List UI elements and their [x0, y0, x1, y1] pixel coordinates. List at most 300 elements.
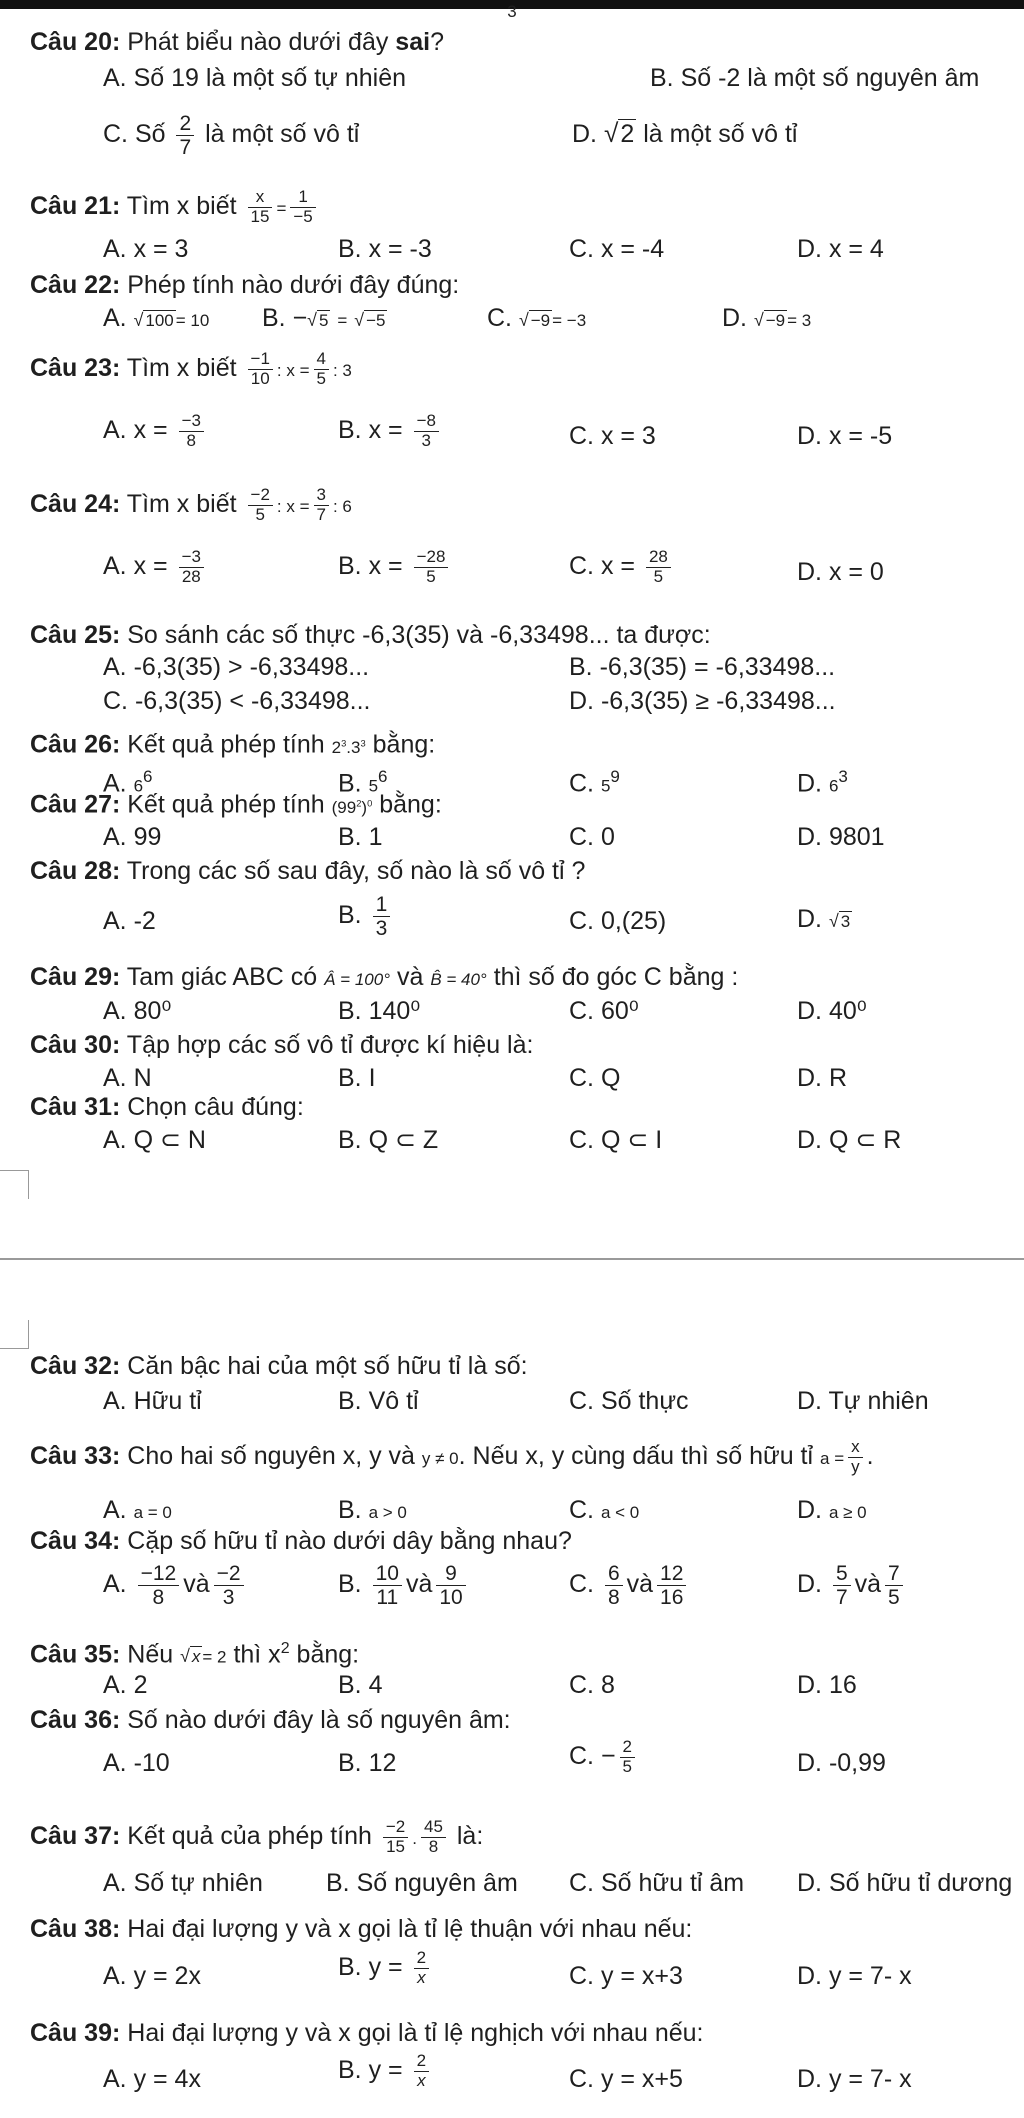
numerator: −3	[179, 548, 204, 568]
question-text: Hai đại lượng y và x gọi là tỉ lệ nghịch với nhau nếu:	[120, 2019, 704, 2047]
option-label: B. x =	[338, 551, 403, 580]
option-d: D. Q ⊂ R	[797, 1126, 902, 1154]
equals-sign: =	[337, 311, 348, 330]
question-end: bằng:	[296, 1640, 360, 1669]
option-a: A. Số 19 là một số tự nhiên	[103, 64, 407, 92]
option-b: B. Số nguyên âm	[326, 1869, 518, 1897]
numerator: −28	[414, 548, 449, 568]
option-d: D. 9801	[797, 823, 885, 851]
denominator: 5	[622, 1756, 633, 1776]
option-a	[103, 1562, 248, 1609]
question-text: Phát biểu nào dưới đây	[120, 28, 396, 56]
option-c	[569, 1495, 639, 1528]
connector: và	[405, 1570, 433, 1599]
option-d	[572, 118, 797, 149]
option-a	[103, 303, 209, 336]
question-number: Câu 27:	[30, 790, 121, 819]
fraction	[414, 2052, 429, 2090]
option-d: D. Số hữu tỉ dương	[797, 1869, 1013, 1897]
denominator: 3	[222, 1586, 235, 1610]
option-label: C.	[487, 304, 512, 332]
option-a: A. 2	[103, 1671, 148, 1699]
connector: và	[183, 1570, 210, 1599]
numerator: 9	[436, 1562, 465, 1586]
denominator: 8	[186, 430, 196, 450]
option-a	[103, 1495, 172, 1528]
radicand: −9	[765, 311, 786, 330]
question-end: .	[866, 1441, 874, 1470]
page-separator	[0, 1258, 1024, 1260]
denominator: 10	[250, 368, 270, 388]
question-36	[30, 1705, 511, 1735]
option-label: B. y =	[338, 2055, 403, 2084]
numerator: 45	[421, 1818, 446, 1838]
option-label: A. x =	[103, 415, 168, 444]
square-root: √ 100	[133, 310, 174, 330]
option-d: D. Tự nhiên	[797, 1387, 929, 1415]
exponent: 2	[356, 798, 362, 808]
option-a: A. -10	[103, 1749, 170, 1777]
connector: và	[854, 1570, 882, 1599]
question-34	[30, 1526, 572, 1556]
option-c: C. x = 3	[569, 422, 656, 450]
question-26	[30, 728, 435, 763]
option-d	[797, 762, 848, 801]
equation-rhs: = 2	[202, 1647, 227, 1667]
square-root: √ −9	[518, 310, 551, 330]
denominator: 28	[181, 566, 201, 586]
option-text: là một số vô tỉ	[643, 120, 798, 148]
option-label: B. x =	[338, 415, 403, 444]
option-d: D. 40⁰	[797, 997, 867, 1025]
option-c: C. 0,(25)	[569, 907, 667, 935]
question-text: . Nếu x, y cùng dấu thì số hữu tỉ	[458, 1441, 814, 1470]
question-end: thì số đo góc C bằng :	[493, 963, 739, 991]
option-text: = −3	[552, 311, 587, 330]
option-b: B. Q ⊂ Z	[338, 1126, 439, 1154]
question-31	[30, 1092, 304, 1122]
option-expression: a > 0	[368, 1503, 407, 1522]
question-number: Câu 28:	[30, 857, 121, 885]
option-expression: a = 0	[133, 1503, 172, 1522]
question-38	[30, 1914, 692, 1944]
option-c: C. Q	[569, 1064, 621, 1092]
numerator: 5	[833, 1562, 851, 1586]
option-c	[569, 548, 675, 586]
question-number: Câu 24:	[30, 489, 121, 518]
question-text: Chọn câu đúng:	[120, 1093, 304, 1121]
option-a: A. y = 4x	[103, 2065, 201, 2093]
question-text: Kết quả của phép tính	[120, 1821, 372, 1850]
question-number: Câu 39:	[30, 2019, 121, 2047]
numerator: −3	[179, 412, 204, 432]
question-text: Tìm x biết	[120, 489, 237, 518]
option-c: C. y = x+5	[569, 2065, 683, 2093]
expression	[332, 798, 373, 817]
denominator: 5	[426, 566, 436, 586]
option-text: là một số vô tỉ	[205, 120, 360, 149]
option-label: D.	[722, 304, 747, 332]
radicand: 2	[620, 120, 635, 148]
fraction	[414, 1949, 429, 1987]
page-corner-mark	[0, 1320, 29, 1349]
option-expression: a < 0	[600, 1503, 640, 1522]
option-a: A. -6,3(35) > -6,33498...	[103, 653, 370, 681]
question-number: Câu 29:	[30, 963, 121, 991]
option-a: A. Số tự nhiên	[103, 1869, 263, 1897]
option-b	[338, 548, 452, 586]
fraction	[179, 548, 204, 586]
fraction	[214, 1562, 244, 1609]
question-37	[30, 1818, 483, 1856]
question-number: Câu 33:	[30, 1441, 121, 1470]
option-b	[338, 893, 394, 940]
option-label: C. x =	[569, 551, 635, 580]
paren: )	[361, 797, 368, 817]
option-b	[338, 412, 443, 450]
exponent: 9	[610, 767, 620, 786]
numerator: 2	[414, 1949, 429, 1969]
option-label: A.	[103, 769, 127, 798]
numerator: 2	[176, 112, 194, 136]
denominator: 15	[386, 1836, 406, 1856]
base: 5	[600, 776, 611, 796]
option-c	[103, 112, 359, 159]
fraction	[414, 548, 449, 586]
base: 6	[828, 776, 839, 796]
question-text: Tìm x biết	[120, 353, 237, 382]
option-a: A. -2	[103, 907, 156, 935]
fraction	[248, 486, 273, 524]
base: (99	[331, 797, 357, 817]
base: 5	[368, 776, 379, 796]
numerator: −12	[138, 1562, 180, 1586]
question-text: Phép tính nào dưới đây đúng:	[120, 271, 460, 299]
question-32	[30, 1351, 528, 1381]
denominator: x	[417, 2070, 426, 2090]
question-text: Số nào dưới đây là số nguyên âm:	[120, 1706, 511, 1734]
option-c: C. x = -4	[569, 235, 665, 263]
question-text: Hai đại lượng y và x gọi là tỉ lệ thuận với nhau nếu:	[120, 1915, 693, 1943]
exponent: 3	[838, 767, 848, 786]
numerator: 7	[885, 1562, 903, 1586]
question-text: Kết quả phép tính	[120, 730, 325, 759]
operator: : x =	[276, 360, 310, 380]
operator: : x =	[276, 496, 310, 516]
option-c	[569, 762, 620, 801]
option-d: D. x = -5	[797, 422, 893, 450]
option-label: A.	[103, 1496, 127, 1524]
numerator: 2	[414, 2052, 429, 2072]
radicand: 100	[145, 311, 174, 330]
denominator: 5	[316, 368, 326, 388]
square-root: √ −5	[354, 310, 386, 330]
base: 2	[331, 737, 342, 757]
radicand: 5	[318, 311, 329, 330]
question-text: Trong các số sau đây, số nào là số vô tỉ ?	[120, 857, 586, 885]
question-24	[30, 486, 352, 524]
option-c: C. 0	[569, 823, 615, 851]
operator: : 6	[332, 496, 352, 516]
exponent: 2	[280, 1640, 290, 1657]
option-a: A. Q ⊂ N	[103, 1126, 206, 1154]
option-a: A. 99	[103, 823, 162, 851]
fraction	[314, 350, 329, 388]
option-b	[338, 1562, 470, 1609]
question-20	[30, 27, 444, 57]
angle-b: B̂ = 40°	[430, 970, 487, 989]
question-number: Câu 22:	[30, 271, 121, 299]
option-d: D. y = 7- x	[797, 1962, 912, 1990]
question-text: Cho hai số nguyên x, y và	[120, 1441, 415, 1470]
denominator: 7	[316, 504, 326, 524]
option-text: = 10	[175, 311, 210, 330]
fraction	[421, 1818, 446, 1856]
question-text: Tập hợp các số vô tỉ được kí hiệu là:	[120, 1031, 534, 1059]
option-c: C. 60⁰	[569, 997, 639, 1025]
denominator: 3	[375, 917, 388, 941]
denominator: 16	[660, 1586, 684, 1610]
denominator: 5	[255, 504, 265, 524]
question-number: Câu 35:	[30, 1640, 121, 1669]
option-a: A. y = 2x	[103, 1962, 201, 1990]
option-label: C. Số	[103, 120, 166, 149]
numerator: −8	[414, 412, 439, 432]
option-label: B.	[338, 901, 362, 930]
numerator: −2	[248, 486, 273, 506]
page-corner-mark	[0, 1170, 29, 1199]
numerator: 4	[314, 350, 329, 370]
numerator: 6	[605, 1562, 623, 1586]
option-c: C. 8	[569, 1671, 615, 1699]
exponent: 6	[378, 767, 388, 786]
question-text: Cặp số hữu tỉ nào dưới dây bằng nhau?	[120, 1527, 572, 1555]
option-c: C. Số thực	[569, 1387, 689, 1415]
fraction	[290, 188, 315, 226]
option-a	[103, 548, 208, 586]
option-c: C. Q ⊂ I	[569, 1126, 663, 1154]
question-text: So sánh các số thực -6,3(35) và -6,33498... ta được:	[120, 621, 711, 649]
option-c: C. -6,3(35) < -6,33498...	[103, 687, 371, 715]
denominator: x	[417, 1967, 426, 1987]
question-text: Tam giác ABC có	[120, 963, 318, 991]
radicand: 3	[840, 912, 851, 931]
exponent: 3	[360, 738, 366, 748]
question-number: Câu 34:	[30, 1527, 121, 1555]
question-text: thì x	[233, 1640, 281, 1669]
numerator: −2	[214, 1562, 244, 1586]
option-c	[487, 303, 586, 336]
question-text: Tìm x biết	[120, 191, 237, 220]
exponent: 6	[143, 767, 153, 786]
option-label: D.	[797, 1496, 822, 1524]
square-root: √2	[603, 118, 635, 148]
option-text: = 3	[787, 311, 812, 330]
fraction	[373, 893, 391, 940]
question-number: Câu 30:	[30, 1031, 121, 1059]
exponent: 3	[341, 738, 347, 748]
denominator: 10	[439, 1586, 463, 1610]
fraction	[605, 1562, 623, 1609]
operator: .	[412, 1828, 417, 1848]
question-39	[30, 2018, 704, 2048]
option-b: B. Vô tỉ	[338, 1387, 419, 1415]
question-end: bằng:	[379, 790, 442, 819]
fraction	[436, 1562, 465, 1609]
square-root: √ −9	[753, 310, 786, 330]
option-b: B. I	[338, 1064, 376, 1092]
fraction	[833, 1562, 851, 1609]
angle-a: Â = 100°	[324, 970, 390, 989]
fraction	[248, 350, 273, 388]
question-emphasis: sai	[395, 28, 431, 56]
fraction	[646, 548, 671, 586]
fraction	[383, 1818, 408, 1856]
option-label: A. x =	[103, 551, 168, 580]
expression	[332, 738, 366, 757]
option-d: D. y = 7- x	[797, 2065, 912, 2093]
question-28	[30, 856, 585, 886]
fraction	[176, 112, 194, 159]
equals-sign: =	[276, 198, 287, 218]
denominator: 8	[428, 1836, 439, 1856]
option-a: A. x = 3	[103, 235, 189, 263]
denominator: 8	[607, 1586, 620, 1610]
numerator: −2	[383, 1818, 408, 1838]
denominator: 15	[250, 206, 270, 226]
fraction	[414, 412, 439, 450]
fraction	[138, 1562, 180, 1609]
square-root: √ x	[180, 1646, 201, 1667]
connector: và	[626, 1570, 654, 1599]
question-number: Câu 26:	[30, 730, 121, 759]
question-25	[30, 620, 711, 650]
option-b: B. 140⁰	[338, 997, 421, 1025]
question-text: Nếu	[120, 1640, 174, 1669]
option-label: B.	[338, 769, 362, 798]
denominator: 8	[152, 1586, 165, 1610]
option-a: A. Hữu tỉ	[103, 1387, 202, 1415]
fraction	[657, 1562, 686, 1609]
question-end: bằng:	[372, 730, 436, 759]
option-b: B. 1	[338, 823, 383, 851]
numerator: −1	[248, 350, 273, 370]
fraction	[373, 1562, 402, 1609]
question-23	[30, 350, 352, 388]
equation-lhs: a =	[820, 1448, 845, 1468]
option-a: A. N	[103, 1064, 152, 1092]
option-expression: a ≥ 0	[828, 1503, 867, 1522]
question-number: Câu 31:	[30, 1093, 121, 1121]
option-label: B.	[338, 1570, 362, 1599]
radicand: −9	[530, 311, 551, 330]
question-end: ?	[430, 28, 444, 56]
question-number: Câu 36:	[30, 1706, 121, 1734]
question-number: Câu 20:	[30, 28, 121, 56]
exponent: 0	[367, 798, 373, 808]
question-number: Câu 21:	[30, 191, 121, 220]
option-c	[569, 1738, 639, 1776]
radicand: −5	[366, 311, 386, 330]
square-root: √ 5	[307, 310, 329, 330]
option-c: C. y = x+3	[569, 1962, 683, 1990]
option-d: D. x = 4	[797, 235, 884, 263]
option-c	[569, 1562, 690, 1609]
question-33	[30, 1438, 874, 1476]
numerator: 10	[373, 1562, 402, 1586]
denominator: 5	[653, 566, 664, 586]
numerator: 1	[290, 188, 315, 208]
option-label: D.	[797, 769, 822, 798]
question-text: Căn bậc hai của một số hữu tỉ là số:	[120, 1352, 528, 1380]
option-b: B. -6,3(35) = -6,33498...	[569, 653, 836, 681]
denominator: 11	[376, 1586, 399, 1610]
question-27	[30, 788, 442, 823]
numerator: 12	[657, 1562, 686, 1586]
option-label: A.	[103, 304, 127, 332]
option-label: C.	[569, 1570, 594, 1599]
square-root: √ 3	[828, 911, 851, 931]
fraction	[179, 412, 204, 450]
question-30	[30, 1030, 533, 1060]
option-label: D.	[797, 1570, 822, 1599]
operator: : 3	[332, 360, 352, 380]
question-number: Câu 23:	[30, 353, 121, 382]
question-21	[30, 188, 320, 226]
denominator: y	[851, 1456, 860, 1476]
numerator: 1	[373, 893, 391, 917]
question-35	[30, 1634, 359, 1672]
numerator: x	[248, 188, 273, 208]
option-d: D. R	[797, 1064, 847, 1092]
option-label: C.	[569, 1496, 594, 1524]
fraction	[620, 1738, 635, 1776]
option-label: B. y =	[338, 1952, 403, 1981]
fraction	[248, 188, 273, 226]
option-d	[722, 303, 811, 336]
option-d	[797, 1562, 907, 1609]
connector: và	[396, 963, 424, 991]
question-29	[30, 962, 738, 995]
fraction	[848, 1438, 863, 1476]
condition: y ≠ 0	[421, 1448, 459, 1468]
fraction	[314, 486, 329, 524]
operator: .	[346, 737, 352, 757]
option-d: D. x = 0	[797, 558, 884, 586]
denominator: 7	[179, 136, 192, 160]
question-end: là:	[456, 1821, 484, 1850]
option-label: B. −	[262, 304, 308, 332]
radicand: x	[191, 1647, 201, 1667]
option-b	[338, 2052, 433, 2090]
page-number: 3	[507, 2, 517, 21]
option-b: B. x = -3	[338, 235, 432, 263]
base: 3	[351, 737, 361, 757]
denominator: 3	[421, 430, 431, 450]
question-number: Câu 32:	[30, 1352, 121, 1380]
option-d	[797, 1495, 867, 1528]
question-number: Câu 25:	[30, 621, 121, 649]
option-label: D.	[572, 120, 597, 148]
fraction	[885, 1562, 903, 1609]
option-d	[797, 904, 852, 937]
denominator: 7	[835, 1586, 848, 1610]
question-text: Kết quả phép tính	[120, 790, 325, 819]
option-a	[103, 412, 208, 450]
option-label: C.	[569, 769, 594, 798]
option-label: A.	[103, 1570, 127, 1599]
option-d: D. 16	[797, 1671, 857, 1699]
